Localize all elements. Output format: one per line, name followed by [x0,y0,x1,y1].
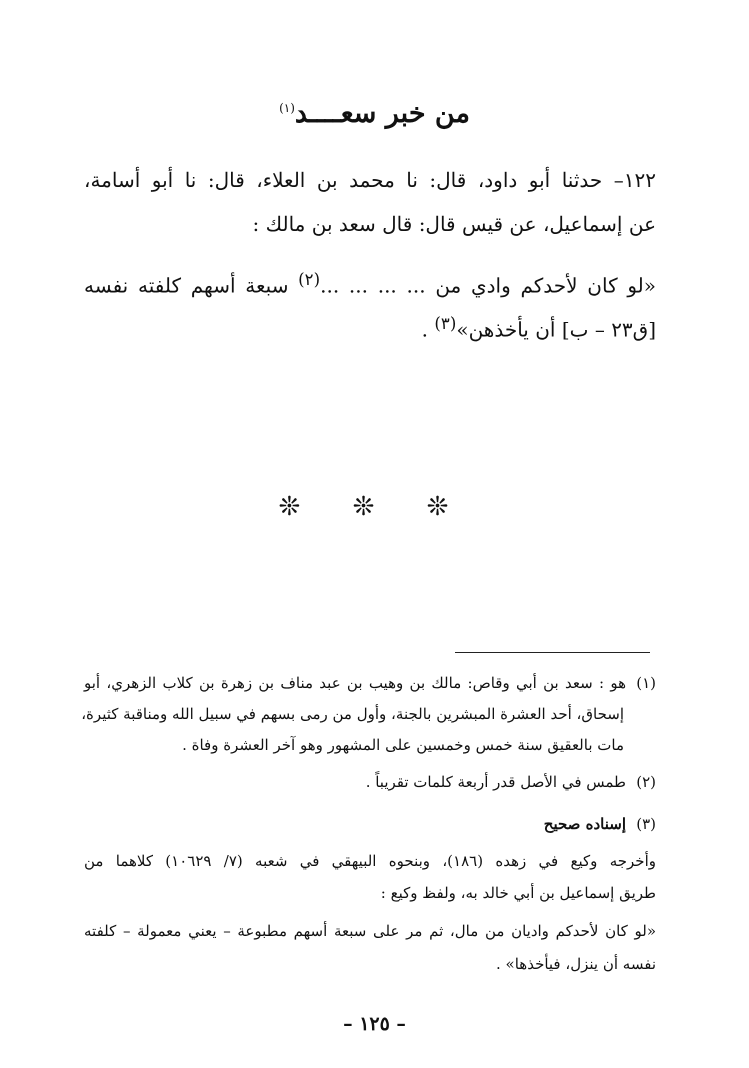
footnote-rule [455,652,650,653]
page-number: – ١٢٥ – [343,1013,406,1035]
footnote-3-number: (٣) [636,815,656,833]
footnote-2-text: طمس في الأصل قدر أربعة كلمات تقريباً . [365,773,626,791]
section-separator: ❊ ❊ ❊ [278,492,471,522]
footnote-2-number: (٢) [636,773,656,791]
footnote-3-line-3: «لو كان لأحدكم واديان من مال، ثم مر على سبعة أسهم مطبوعة – يعني معمولة – كلفته [84,922,656,940]
footnote-1-line-3: مات بالعقيق سنة خمس وخمسين على المشهور وهو آخر العشرة وفاة . [182,736,624,754]
footnote-1-line-2: إسحاق، أحد العشرة المبشرين بالجنة، وأول من رمى بسهم في سبيل الله ومناقبة كثيرة، [81,705,624,723]
footnote-3-line-4: نفسه أن ينزل، فيأخذها» . [496,955,656,973]
footnote-3-heading-line [84,815,656,833]
footnote-3-line-2: طريق إسماعيل بن أبي خالد به، ولفظ وكيع : [380,884,656,902]
footnote-1-text-1: هو : سعد بن أبي وقاص: مالك بن وهيب بن عبد مناف بن زهرة بن كلاب الزهري، أبو [84,674,626,692]
footnote-1-number: (١) [636,674,656,692]
chapter-title-text: من خبر سعــــد [294,98,470,129]
hadith-text-3b: سبعة أسهم كلفته نفسه [84,273,299,298]
folio-marker: [ق٢٣ – ب] [561,317,656,342]
hadith-text-3a: «لو كان لأحدكم وادي من ... ... ... ... [320,273,656,298]
chapter-title [0,98,749,129]
footnote-3-heading: إسناده صحيح [543,815,626,833]
footnote-ref-2: (٢) [298,270,321,289]
footnote-1-line-1 [84,674,656,692]
hadith-text-4b: . [421,317,435,342]
footnote-2 [84,773,656,791]
footnote-ref-3: (٣) [434,314,457,333]
hadith-line-4 [84,314,656,342]
footnote-3-line-1: وأخرجه وكيع في زهده (١٨٦)، وبنحوه البيهقي في شعبه (٧/ ١٠٦٢٩) كلاهما من [84,852,656,870]
hadith-line-1: ١٢٢– حدثنا أبو داود، قال: نا محمد بن العلاء، قال: نا أبو أسامة، [84,168,656,192]
footnote-ref-1: (١) [279,101,295,115]
hadith-line-3 [84,270,656,298]
hadith-text-4a: أن يأخذهن» [456,317,556,342]
hadith-line-2: عن إسماعيل، عن قيس قال: قال سعد بن مالك : [252,212,656,236]
